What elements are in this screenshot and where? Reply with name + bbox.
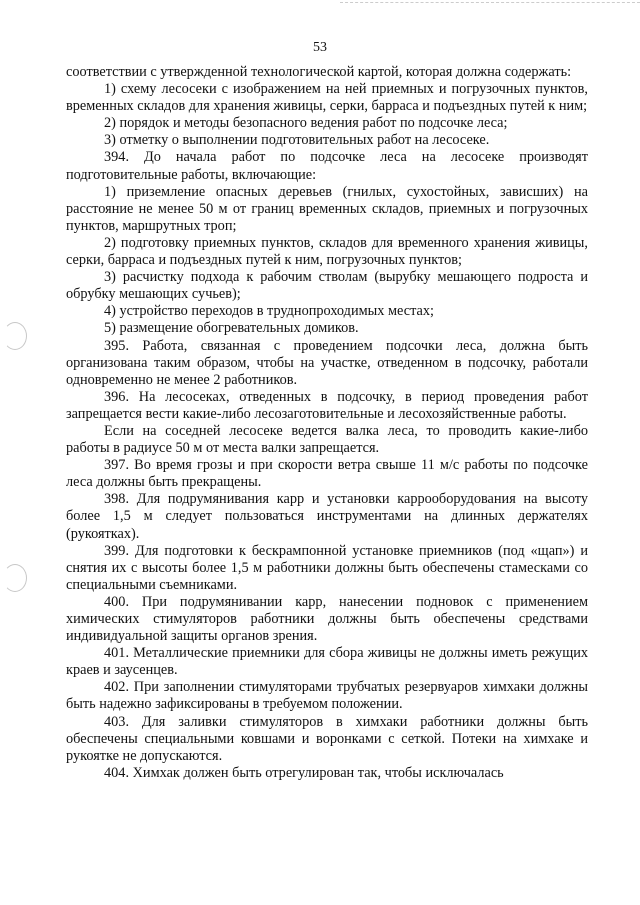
paragraph: 403. Для заливки стимуляторов в химхаки работники должны быть обеспечены специальными ковшами и воронками с сеткой. Потеки на химхаке и рукоятке не допускаются. <box>66 713 588 764</box>
paragraph: 2) подготовку приемных пунктов, складов для временного хранения живицы, серки, барраса и подъездных путей к ним, погрузочных пунктов; <box>66 234 588 269</box>
binder-hole-mark <box>3 322 27 350</box>
paragraph: 2) порядок и методы безопасного ведения работ по подсочке леса; <box>104 115 508 132</box>
paragraph: соответствии с утвержденной технологической картой, которая должна содержать: <box>66 64 572 80</box>
paragraph: 398. Для подрумянивания карр и установки каррооборудования на высоту более 1,5 м следует пользоваться инструментами на длинных держателях (рукоятках). <box>66 491 588 542</box>
paragraph: 5) размещение обогревательных домиков. <box>104 320 359 337</box>
paragraph: 394. До начала работ по подсочке леса на лесосеке производят подготовительные работы, включающие: <box>66 149 588 183</box>
paragraph: 401. Металлические приемники для сбора живицы не должны иметь режущих краев и заусенцев. <box>66 645 588 679</box>
paragraph: 397. Во время грозы и при скорости ветра свыше 11 м/с работы по подсочке леса должны быть прекращены. <box>66 457 588 491</box>
binder-hole-mark <box>3 564 27 592</box>
paragraph: 4) устройство переходов в труднопроходимых местах; <box>104 303 434 320</box>
page-number: 53 <box>313 40 327 55</box>
paragraph: 399. Для подготовки к бескрампонной установке приемников (под «щап») и снятия их с высоты более 1,5 м работники должны быть обеспечены стамесками со специальными съемниками. <box>66 542 588 593</box>
paragraph: 400. При подрумянивании карр, нанесении подновок с применением химических стимуляторов работники должны быть обеспечены средствами индивидуальной защиты органов зрения. <box>66 593 588 645</box>
paragraph: 395. Работа, связанная с проведением подсочки леса, должна быть организована таким образом, чтобы на участке, отведенном в подсочку, работали одновременно не менее 2 работников. <box>66 337 588 388</box>
paragraph: 1) схему лесосеки с изображением на ней приемных и погрузочных пунктов, временных складов для хранения живицы, серки, барраса и подъездных путей к ним; <box>66 81 588 115</box>
paragraph: Если на соседней лесосеке ведется валка леса, то проводить какие-либо работы в радиусе 50 м от места валки запрещается. <box>66 422 588 457</box>
paragraph: 404. Химхак должен быть отрегулирован так, чтобы исключалась <box>104 764 504 781</box>
paragraph: 3) отметку о выполнении подготовительных работ на лесосеке. <box>104 132 490 149</box>
paragraph: 1) приземление опасных деревьев (гнилых, сухостойных, зависших) на расстояние не менее 50 м от границ временных складов, приемных и погрузочных пунктов, маршрутных троп; <box>66 183 588 234</box>
paragraph: 396. На лесосеках, отведенных в подсочку, в период проведения работ запрещается вести какие-либо лесозаготовительные и лесохозяйственные работы. <box>66 388 588 422</box>
document-body <box>66 64 588 782</box>
scan-artifact-line <box>340 2 640 4</box>
paragraph: 402. При заполнении стимуляторами трубчатых резервуаров химхаки должны быть надежно зафиксированы в требуемом положении. <box>66 679 588 713</box>
paragraph: 3) расчистку подхода к рабочим стволам (вырубку мешающего подроста и обрубку мешающих сучьев); <box>66 269 588 303</box>
